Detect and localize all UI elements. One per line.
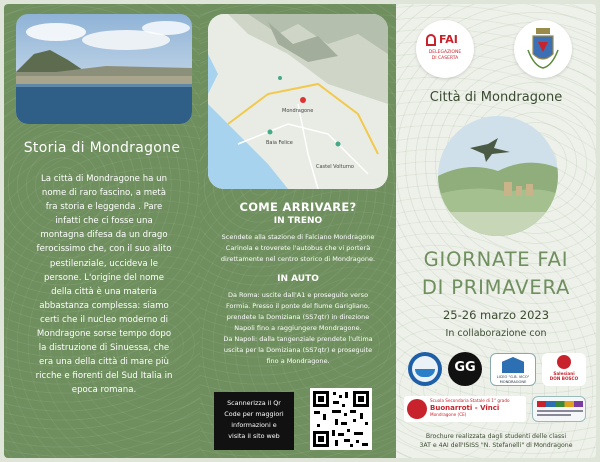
partner-logo-coast	[408, 352, 442, 386]
qr-code[interactable]	[310, 388, 372, 450]
train-text: Scendete alla stazione di Falciano Mondragone Carinola e troverete l'autobus che vi porterà direttamente nel centro storico di Mondragone.	[220, 233, 376, 263]
directions-panel	[200, 4, 396, 458]
brochure-credits: Brochure realizzata dagli studenti delle classi 3AT e 4AI dell'ISISS "N. Stefanelli" di Mondragone	[419, 433, 573, 449]
city-name: Città di Mondragone	[429, 90, 563, 105]
event-title-line-2: DI PRIMAVERA	[421, 276, 571, 299]
event-title-line-1: GIORNATE FAI	[423, 248, 569, 271]
collaboration-label: In collaborazione con	[445, 328, 547, 339]
car-text: Da Roma: uscite dall'A1 e proseguite verso Formia. Presso il ponte del fiume Garigliano, prendete la Domiziana (SS7qtr) in direzione Napoli fino a raggiungere Mondragone. Da Napoli: dalla tangenziale prendete l'ultima uscita per la Domiziana (SS7qtr) e proseguite fino a Mondragone.	[223, 291, 373, 365]
landscape-illustration	[438, 116, 558, 236]
history-text: La città di Mondragone ha un nome di raro fascino, a metà fra storia e leggenda . Pare infatti che ci fosse una montagna difesa da un drago ferocissimo che, con il suo alito pestilenziale, uccideva le persone. L'origine del nome della città è una materia abbastanza complessa: siamo certi che il nucleo moderno di Mondragone sorse tempo dopo la distruzione di Sinuessa, che era una della città di mare più ricche e fiorenti del Sud Italia in epoca romana.	[35, 174, 173, 396]
fai-mark-icon	[426, 34, 436, 46]
map-label-baia-felice: Baia Felice	[266, 140, 293, 146]
city-crest	[514, 20, 572, 78]
partner-logo-school: Scuola Secondaria Statale di 1° grado Buonarroti - Vinci Mondragone (CE)	[404, 396, 526, 422]
map-label-castel-volturno: Castel Volturno	[316, 164, 354, 170]
partner-logo-institute	[532, 396, 586, 422]
map-label-mondragone: Mondragone	[282, 108, 314, 114]
qr-instructions: Scannerizza il Qr Code per maggiori informazioni e visita il sito web	[214, 392, 294, 450]
fai-logo: FAI DELEGAZIONE DI CASERTA	[416, 20, 474, 78]
partner-logo-liceo: LICEO "G.B. VICO" MONDRAGONE	[490, 353, 536, 386]
car-heading: IN AUTO	[277, 274, 319, 284]
directions-heading: COME ARRIVARE?	[239, 200, 357, 214]
event-dates: 25-26 marzo 2023	[442, 308, 550, 322]
coast-photo	[16, 14, 192, 124]
crest-icon	[514, 20, 572, 78]
event-panel	[396, 4, 596, 458]
history-title: Storia di Mondragone	[23, 140, 181, 156]
partner-logo-salesiani: Salesiani DON BOSCO	[542, 353, 586, 386]
history-panel	[4, 4, 200, 458]
train-heading: IN TRENO	[273, 216, 323, 226]
location-map[interactable]	[208, 14, 388, 189]
partner-logo-gg: GG	[448, 352, 482, 386]
